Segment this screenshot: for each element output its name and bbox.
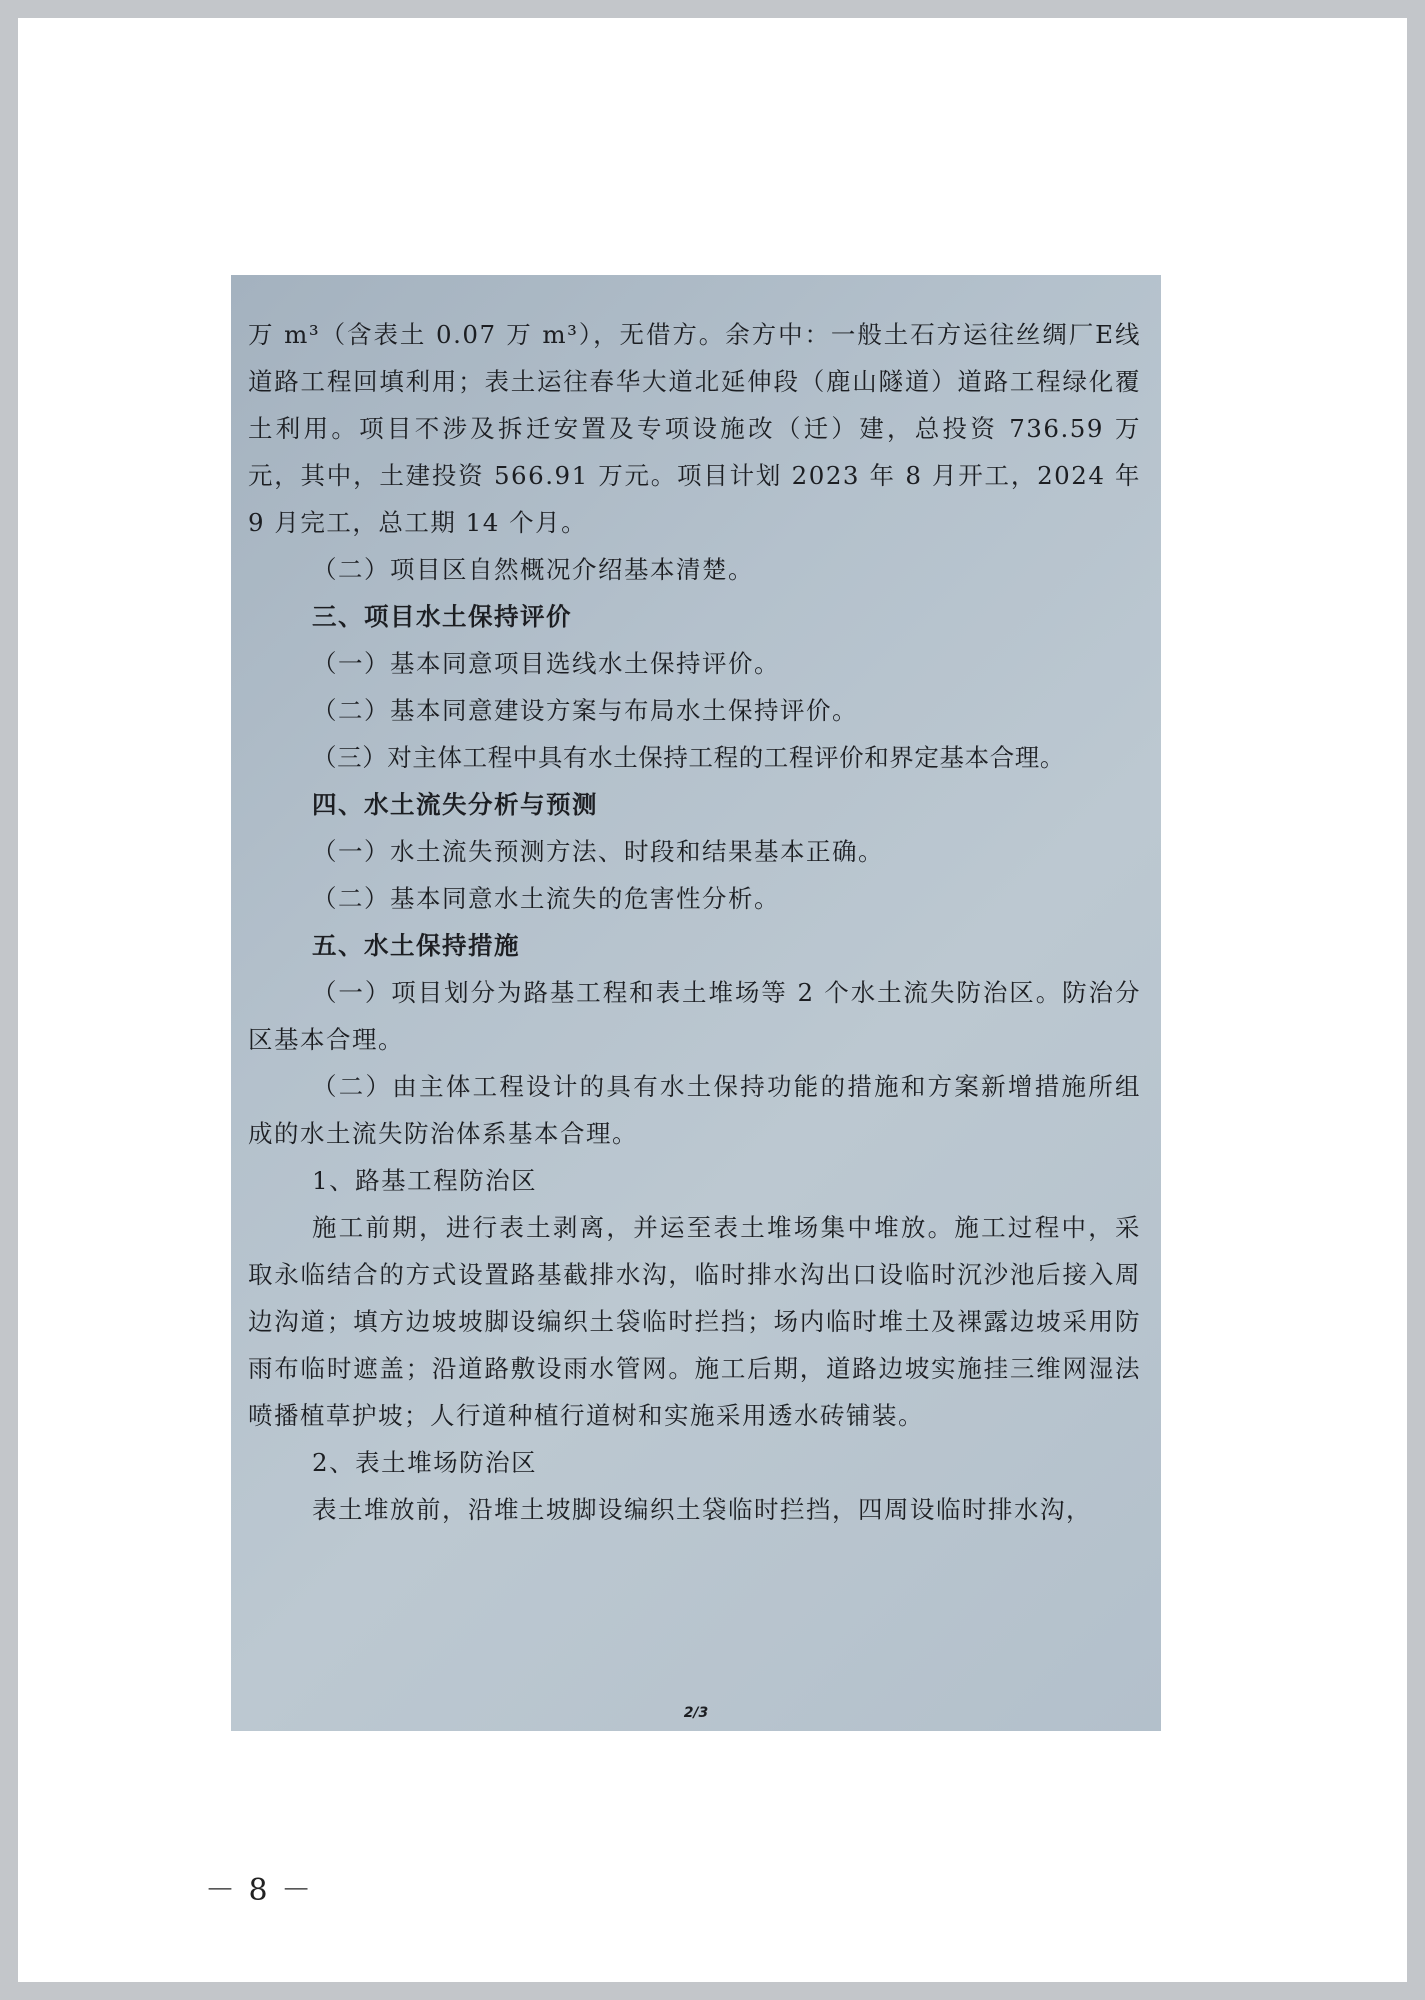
photo-page-number: 2/3 bbox=[683, 1705, 709, 1721]
paragraph-4-1: （一）水土流失预测方法、时段和结果基本正确。 bbox=[312, 837, 884, 866]
paragraph-roadbed-measures: 施工前期，进行表土剥离，并运至表土堆场集中堆放。施工过程中，采取永临结合的方式设置路基截排水沟，临时排水沟出口设临时沉沙池后接入周边沟道；填方边坡坡脚设编织土袋临时拦挡；场内临时堆土及裸露边坡采用防雨布临时遮盖；沿道路敷设雨水管网。施工后期，道路边坡实施挂三维网湿法喷播植草护坡；人行道种植行道树和实施采用透水砖铺装。 bbox=[248, 1213, 1141, 1430]
heading-section-4: 四、水土流失分析与预测 bbox=[312, 790, 598, 819]
paragraph-5-2: （二）由主体工程设计的具有水土保持功能的措施和方案新增措施所组成的水土流失防治体系基本合理。 bbox=[248, 1072, 1141, 1148]
subheading-roadbed-zone: 1、路基工程防治区 bbox=[312, 1166, 538, 1195]
paragraph-topsoil-yard-measures: 表土堆放前，沿堆土坡脚设编织土袋临时拦挡，四周设临时排水沟， bbox=[312, 1495, 1092, 1524]
paragraph-3-1: （一）基本同意项目选线水土保持评价。 bbox=[312, 649, 780, 678]
paragraph-natural-conditions: （二）项目区自然概况介绍基本清楚。 bbox=[312, 555, 754, 584]
paragraph-3-2: （二）基本同意建设方案与布局水土保持评价。 bbox=[312, 696, 858, 725]
scanned-document-photo bbox=[231, 275, 1161, 1731]
heading-section-5: 五、水土保持措施 bbox=[312, 931, 520, 960]
paragraph-project-overview: 万 m³（含表土 0.07 万 m³），无借方。余方中：一般土石方运往丝绸厂E线道路工程回填利用；表土运往春华大道北延伸段（鹿山隧道）道路工程绿化覆土利用。项目不涉及拆迁安置及专项设施改（迁）建，总投资 736.59 万元，其中，土建投资 566.91 万元。项目计划 2023 年 8 月开工，2024 年 9 月完工，总工期 14 个月。 bbox=[248, 320, 1141, 537]
page-number: － 8 － bbox=[205, 1873, 314, 1908]
subheading-topsoil-yard-zone: 2、表土堆场防治区 bbox=[312, 1448, 538, 1477]
paragraph-4-2: （二）基本同意水土流失的危害性分析。 bbox=[312, 884, 780, 913]
paragraph-5-1: （一）项目划分为路基工程和表土堆场等 2 个水土流失防治区。防治分区基本合理。 bbox=[248, 978, 1141, 1054]
heading-section-3: 三、项目水土保持评价 bbox=[312, 602, 572, 631]
document-page bbox=[18, 18, 1407, 1982]
paragraph-3-3: （三）对主体工程中具有水土保持工程的工程评价和界定基本合理。 bbox=[312, 743, 1065, 772]
